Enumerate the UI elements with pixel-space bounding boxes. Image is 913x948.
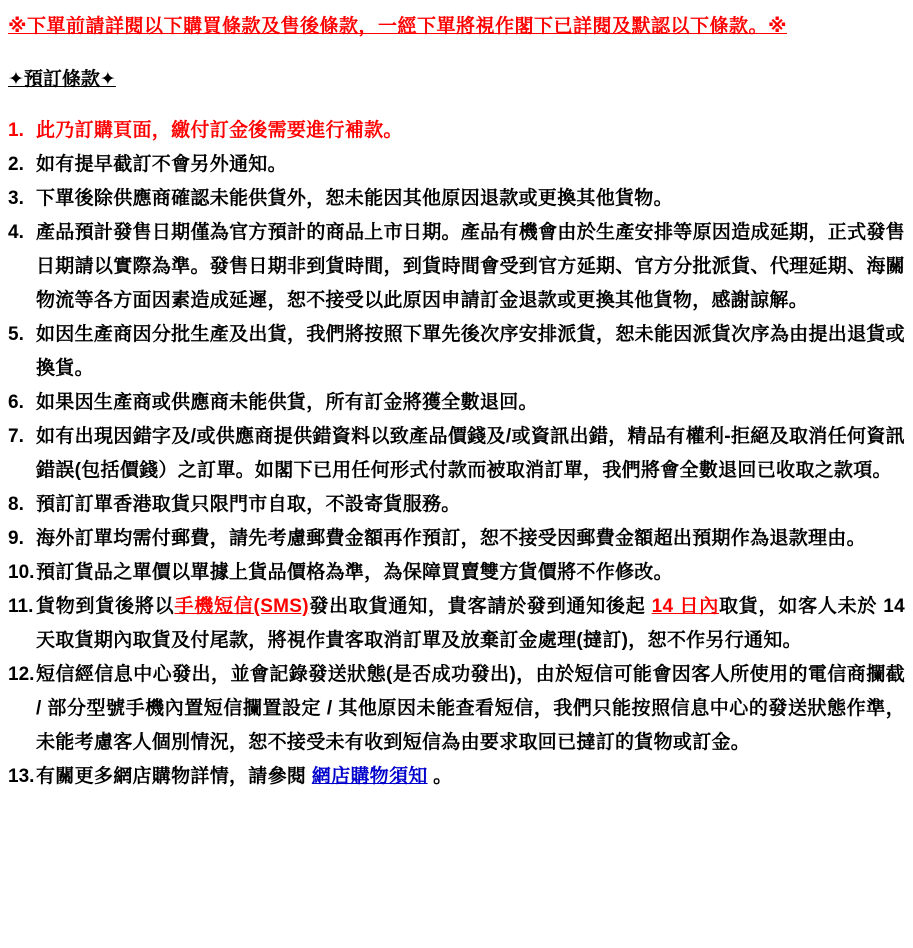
term-item <box>8 760 905 794</box>
section-title: ✦預訂條款✦ <box>8 69 116 90</box>
term-number: 9. <box>8 528 24 549</box>
term-item <box>8 386 905 420</box>
term-item <box>8 114 905 148</box>
shop-notice-link[interactable]: 網店購物須知 <box>311 766 428 787</box>
term-text <box>36 216 905 318</box>
term-item <box>8 216 905 318</box>
term-segment: 預訂貨品之單價以單據上貨品價格為準，為保障買賣雙方貨價將不作修改。 <box>36 562 673 583</box>
term-segment: 有關更多網店購物詳情，請參閱 <box>36 766 312 787</box>
term-item <box>8 318 905 386</box>
term-number: 1. <box>8 120 24 141</box>
term-segment: 如有提早截訂不會另外通知。 <box>36 154 287 175</box>
term-segment: 短信經信息中心發出，並會記錄發送狀態(是否成功發出)，由於短信可能會因客人所使用的電信商攔截 / 部分型號手機內置短信攔置設定 / 其他原因未能查看短信，我們只能按照信息中心的發送狀態作準，未能考慮客人個別情況，恕不接受未有收到短信為由要求取回已撻訂的貨物或訂金。 <box>36 664 905 753</box>
term-segment: 如因生產商因分批生產及出貨，我們將按照下單先後次序安排派貨，恕未能因派貨次序為由提出退貨或換貨。 <box>36 324 905 379</box>
top-notice: ※下單前請詳閱以下購買條款及售後條款，一經下單將視作閣下已詳閱及默認以下條款。※ <box>8 16 787 37</box>
term-number: 8. <box>8 494 24 515</box>
term-item <box>8 522 905 556</box>
term-segment: 貨物到貨後將以 <box>36 596 175 617</box>
term-segment: 此乃訂購頁面，繳付訂金後需要進行補款。 <box>36 120 403 141</box>
term-item <box>8 148 905 182</box>
term-segment: 發出取貨通知，貴客請於發到通知後起 <box>308 596 652 617</box>
term-item <box>8 420 905 488</box>
term-number: 6. <box>8 392 24 413</box>
term-segment: 海外訂單均需付郵費，請先考慮郵費金額再作預訂，恕不接受因郵費金額超出預期作為退款理由。 <box>36 528 866 549</box>
term-text <box>36 182 905 216</box>
term-segment: 如有出現因錯字及/或供應商提供錯資料以致產品價錢及/或資訊出錯，精品有權利-拒絕及取消任何資訊錯誤(包括價錢）之訂單。如閣下已用任何形式付款而被取消訂單，我們將會全數退回已收取之款項。 <box>36 426 905 481</box>
term-item <box>8 590 905 658</box>
term-segment: 預訂訂單香港取貨只限門市自取，不設寄貨服務。 <box>36 494 461 515</box>
term-text <box>36 114 905 148</box>
term-number: 11. <box>8 596 34 617</box>
term-segment: 產品預計發售日期僅為官方預計的商品上市日期。產品有機會由於生產安排等原因造成延期，正式發售日期請以實際為準。發售日期非到貨時間，到貨時間會受到官方延期、官方分批派貨、代理延期、海關物流等各方面因素造成延遲，恕不接受以此原因申請訂金退款或更換其他貨物，感謝諒解。 <box>36 222 905 311</box>
term-text <box>36 760 905 794</box>
term-segment: 取貨，如客人未於 14 天取貨期內取貨及付尾款，將視作貴客取消訂單及放棄訂金處理(撻訂)，恕不作另行通知。 <box>36 596 905 651</box>
term-number: 12. <box>8 664 35 685</box>
term-number: 2. <box>8 154 24 175</box>
term-item <box>8 658 905 760</box>
term-text <box>36 488 905 522</box>
term-segment: 。 <box>427 766 453 787</box>
term-text <box>36 590 905 658</box>
term-number: 13. <box>8 766 35 787</box>
term-number: 7. <box>8 426 24 447</box>
term-segment: 手機短信(SMS) <box>174 596 309 617</box>
term-item <box>8 488 905 522</box>
term-item <box>8 182 905 216</box>
term-text <box>36 148 905 182</box>
term-text <box>36 658 905 760</box>
term-item <box>8 556 905 590</box>
term-text <box>36 318 905 386</box>
term-segment: 14 日內 <box>651 596 719 617</box>
term-text <box>36 556 905 590</box>
terms-list <box>8 114 905 794</box>
term-text <box>36 420 905 488</box>
term-number: 10. <box>8 562 35 583</box>
term-segment: 下單後除供應商確認未能供貨外，恕未能因其他原因退款或更換其他貨物。 <box>36 188 673 209</box>
term-text <box>36 522 905 556</box>
term-number: 4. <box>8 222 24 243</box>
term-text <box>36 386 905 420</box>
term-number: 3. <box>8 188 24 209</box>
term-number: 5. <box>8 324 24 345</box>
term-segment: 如果因生產商或供應商未能供貨，所有訂金將獲全數退回。 <box>36 392 538 413</box>
